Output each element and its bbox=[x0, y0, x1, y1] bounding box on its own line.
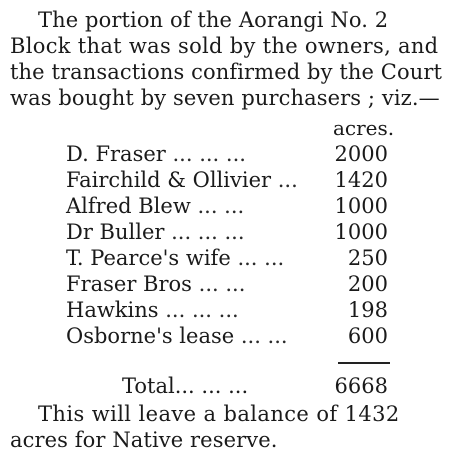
purchaser-label: Alfred Blew bbox=[66, 194, 191, 218]
outro-line-1: This will leave a balance of 1432 bbox=[38, 402, 400, 426]
intro-line-4: was bought by seven purchasers ; viz.— bbox=[10, 86, 440, 110]
acres-value: 600 bbox=[347, 324, 388, 348]
purchaser-label: D. Fraser bbox=[66, 142, 166, 166]
purchaser-label: Fairchild & Ollivier bbox=[66, 168, 272, 192]
dot-leader: ... ... bbox=[237, 246, 285, 270]
acres-value: 1420 bbox=[334, 168, 388, 192]
acres-value: 2000 bbox=[334, 142, 388, 166]
sum-divider bbox=[338, 362, 390, 364]
outro-line-2: acres for Native reserve. bbox=[10, 428, 278, 452]
dot-leader: ... ... bbox=[240, 324, 288, 348]
dot-leader: ... ... ... bbox=[172, 142, 246, 166]
acres-value: 250 bbox=[347, 246, 388, 270]
total-label: Total... ... ... bbox=[122, 374, 249, 398]
acres-value: 1000 bbox=[334, 220, 388, 244]
purchaser-name bbox=[66, 194, 244, 218]
purchaser-label: Fraser Bros bbox=[66, 272, 192, 296]
dot-leader: ... bbox=[277, 168, 298, 192]
purchaser-label: Hawkins bbox=[66, 298, 159, 322]
dot-leader: ... ... ... bbox=[171, 220, 245, 244]
purchaser-label: Dr Buller bbox=[66, 220, 165, 244]
purchaser-name bbox=[66, 324, 288, 348]
purchaser-name bbox=[66, 272, 245, 296]
total-value: 6668 bbox=[334, 374, 388, 398]
acres-value: 1000 bbox=[334, 194, 388, 218]
dot-leader: ... ... bbox=[198, 272, 246, 296]
purchaser-label: T. Pearce's wife bbox=[66, 246, 231, 270]
intro-line-2: Block that was sold by the owners, and bbox=[10, 34, 439, 58]
purchaser-label: Osborne's lease bbox=[66, 324, 235, 348]
purchaser-name bbox=[66, 246, 284, 270]
intro-line-3: the transactions confirmed by the Court bbox=[10, 60, 443, 84]
acres-value: 198 bbox=[347, 298, 388, 322]
dot-leader: ... ... bbox=[197, 194, 245, 218]
acres-value: 200 bbox=[347, 272, 388, 296]
purchaser-name bbox=[66, 298, 239, 322]
purchaser-name bbox=[66, 142, 246, 166]
purchaser-name bbox=[66, 220, 245, 244]
purchaser-name bbox=[66, 168, 298, 192]
intro-line-1: The portion of the Aorangi No. 2 bbox=[38, 8, 389, 32]
acres-column-header: acres. bbox=[333, 116, 395, 140]
dot-leader: ... ... ... bbox=[165, 298, 239, 322]
